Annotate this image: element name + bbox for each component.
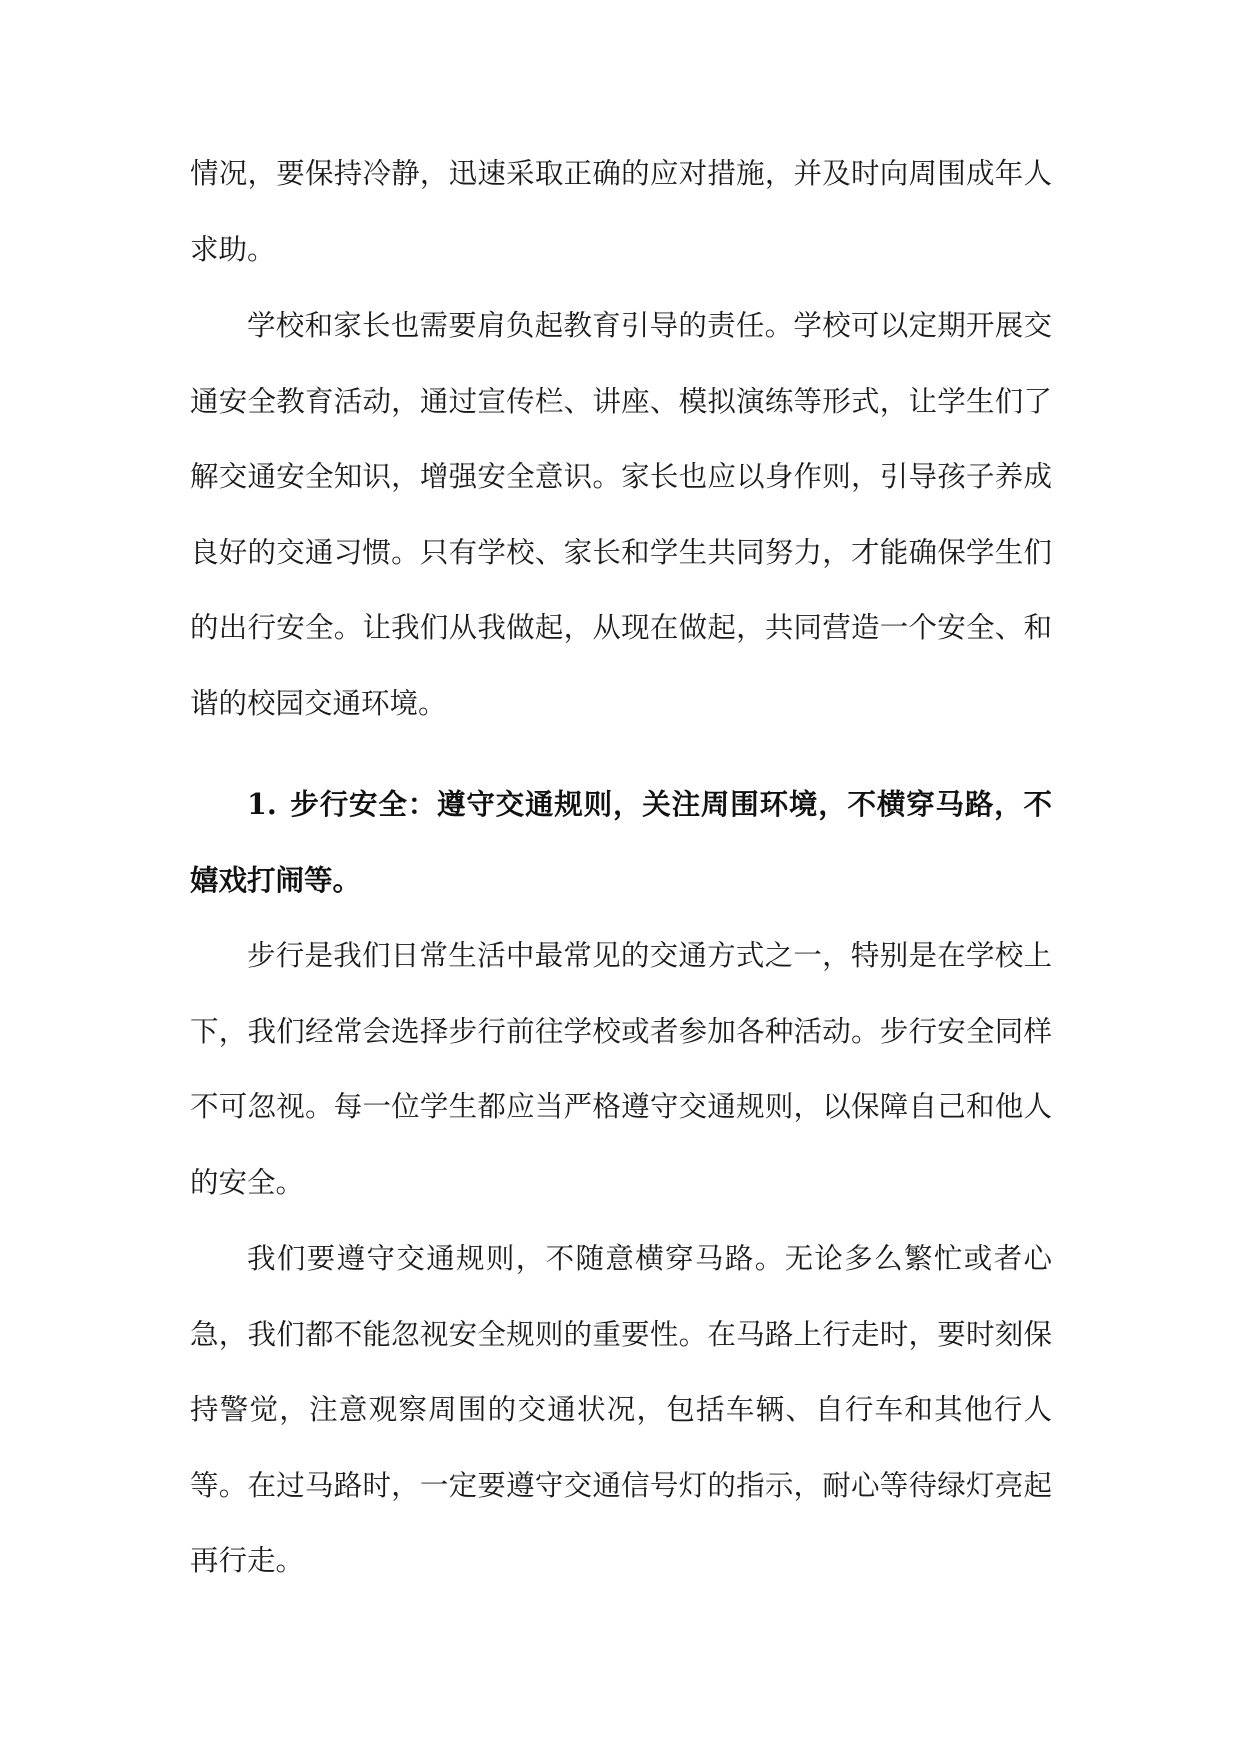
paragraph-walking-intro: 步行是我们日常生活中最常见的交通方式之一，特别是在学校上下，我们经常会选择步行前往学校或者参加各种活动。步行安全同样不可忽视。每一位学生都应当严格遵守交通规则，以保障自己和他人的安全。 (190, 939, 1052, 1199)
section-heading (190, 767, 1052, 918)
paragraph-walking-rules: 我们要遵守交通规则，不随意横穿马路。无论多么繁忙或者心急，我们都不能忽视安全规则的重要性。在马路上行走时，要时刻保持警觉，注意观察周围的交通状况，包括车辆、自行车和其他行人等。在过马路时，一定要遵守交通信号灯的指示，耐心等待绿灯亮起再行走。 (190, 1242, 1052, 1577)
heading-text: 步行安全：遵守交通规则，关注周围环境，不横穿马路，不嬉戏打闹等。 (190, 787, 1052, 897)
paragraph-continuation: 情况，要保持冷静，迅速采取正确的应对措施，并及时向周围成年人求助。 (190, 157, 1052, 266)
paragraph-school-parents: 学校和家长也需要肩负起教育引导的责任。学校可以定期开展交通安全教育活动，通过宣传栏、讲座、模拟演练等形式，让学生们了解交通安全知识，增强安全意识。家长也应以身作则，引导孩子养成良好的交通习惯。只有学校、家长和学生共同努力，才能确保学生们的出行安全。让我们从我做起，从现在做起，共同营造一个安全、和谐的校园交通环境。 (190, 309, 1052, 720)
heading-number: 1. (247, 787, 277, 821)
document-body (190, 136, 1052, 1599)
